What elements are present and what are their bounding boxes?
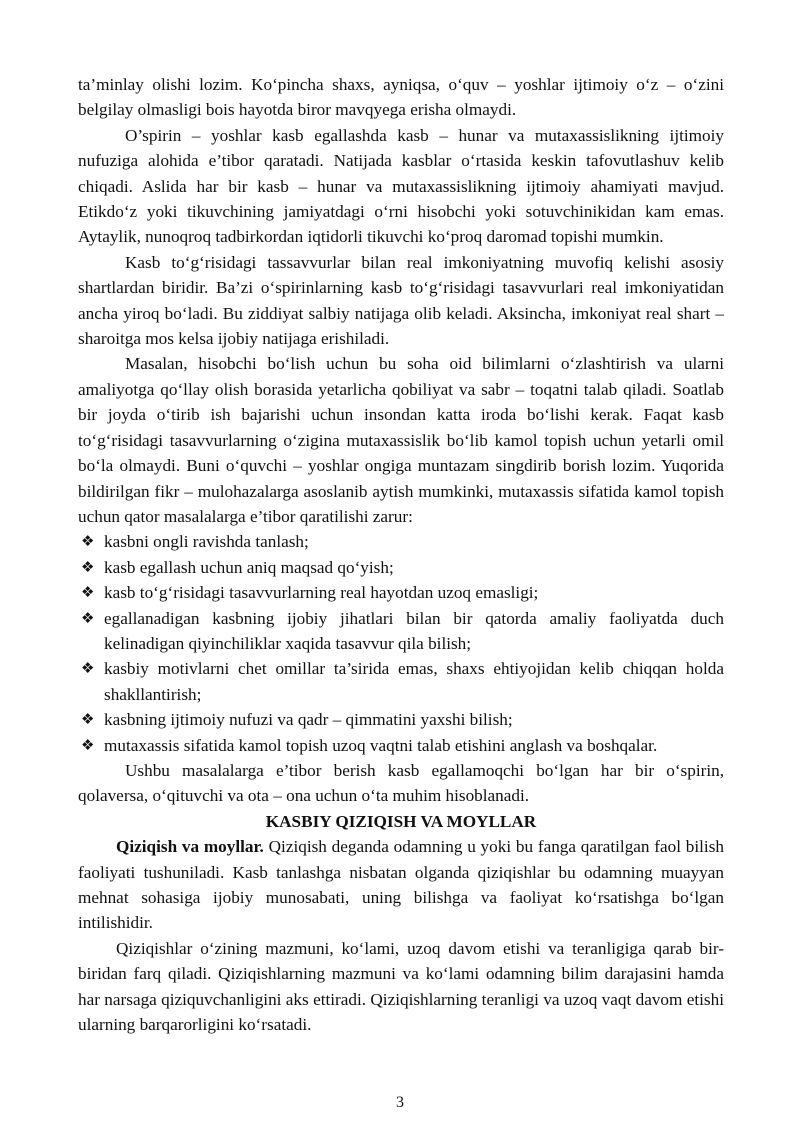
four-diamond-bullet-icon: ❖: [81, 735, 95, 754]
list-item: [78, 555, 724, 580]
section-lead-term: Qiziqish va moyllar.: [116, 837, 264, 857]
four-diamond-bullet-icon: ❖: [81, 557, 95, 576]
list-item: [78, 580, 724, 605]
four-diamond-bullet-icon: ❖: [81, 532, 95, 551]
section-paragraph-1: [78, 834, 724, 936]
list-item-text: kasbni ongli ravishda tanlash;: [104, 532, 309, 552]
four-diamond-bullet-icon: ❖: [81, 659, 95, 678]
list-item: [78, 529, 724, 554]
four-diamond-bullet-icon: ❖: [81, 583, 95, 602]
list-item: [78, 733, 724, 758]
section-lead-text: Qiziqish deganda odamning u yoki bu fanga qaratilgan faol bilish faoliyati tushuniladi. Kasb tanlashga nisbatan olganda qiziqishlar bu odamning muayyan mehnat sohasiga ijobiy munosabati, uning bilishga va faoliyat ko‘rsatishga bo‘lgan intilishidir.: [78, 837, 724, 933]
paragraph-2: O’spirin – yoshlar kasb egallashda kasb – hunar va mutaxassislikning ijtimoiy nufuziga alohida e’tibor qaratadi. Natijada kasblar o‘rtasida keskin tafovutlashuv kelib chiqadi. Aslida har bir kasb – hunar va mutaxassislikning ijtimoiy ahamiyati mavjud. Etikdo‘z yoki tikuvchining jamiyatdagi o‘rni hisobchi yoki sotuvchinikidan kam emas. Aytaylik, nunoqroq tadbirkordan iqtidorli tikuvchi ko‘proq daromad topishi mumkin.: [78, 125, 724, 247]
list-item-text: mutaxassis sifatida kamol topish uzoq vaqtni talab etishini anglash va boshqalar.: [104, 735, 658, 755]
page-number: 3: [396, 1094, 404, 1111]
list-item-text: egallanadigan kasbning ijobiy jihatlari bilan bir qatorda amaliy faoliyatda duch kelinadigan qiyinchiliklar xaqida tasavvur qila bilish;: [104, 608, 724, 653]
four-diamond-bullet-icon: ❖: [81, 608, 95, 627]
section-heading: KASBIY QIZIQISH VA MOYLLAR: [265, 811, 537, 831]
bullet-list: [78, 529, 724, 758]
four-diamond-bullet-icon: ❖: [81, 710, 95, 729]
list-item-text: kasb egallash uchun aniq maqsad qo‘yish;: [104, 557, 394, 577]
list-item-text: kasb to‘g‘risidagi tasavvurlarning real hayotdan uzoq emasligi;: [104, 583, 539, 603]
list-item: [78, 606, 724, 657]
section-paragraph-2: Qiziqishlar o‘zining mazmuni, ko‘lami, uzoq davom etishi va teranligiga qarab bir-biridan farq qiladi. Qiziqishlarning mazmuni va ko‘lami odamning bilim darajasini hamda har narsaga qiziquvchanligini aks ettiradi. Qiziqishlarning teranligi va uzoq vaqt davom etishi ularning barqarorligini ko‘rsatadi.: [78, 938, 724, 1035]
paragraph-4: Masalan, hisobchi bo‘lish uchun bu soha oid bilimlarni o‘zlashtirish va ularni amaliyotga qo‘llay olish borasida yetarlicha qobiliyat va sabr – toqatni talab qiladi. Soatlab bir joyda o‘tirib ish bajarishi uchun insondan katta iroda bo‘lishi kerak. Faqat kasb to‘g‘risidagi tasavvurlarning o‘zigina mutaxassislik bo‘lib kamol topish uchun yetarli omil bo‘la olmaydi. Buni o‘quvchi – yoshlar ongiga muntazam singdirib borish lozim. Yuqorida bildirilgan fikr – mulohazalarga asoslanib aytish mumkinki, mutaxassis sifatida kamol topish uchun qator masalalarga e’tibor qaratilishi zarur:: [78, 354, 724, 526]
list-item-text: kasbning ijtimoiy nufuzi va qadr – qimmatini yaxshi bilish;: [104, 710, 513, 730]
list-item: [78, 707, 724, 732]
document-page: [78, 72, 724, 1037]
list-item: [78, 656, 724, 707]
paragraph-1: ta’minlay olishi lozim. Ko‘pincha shaxs, ayniqsa, o‘quv – yoshlar ijtimoiy o‘z – o‘zini belgilay olmasligi bois hayotda biror mavqyega erisha olmaydi.: [78, 75, 724, 120]
paragraph-3: Kasb to‘g‘risidagi tassavvurlar bilan real imkoniyatning muvofiq kelishi asosiy shartlardan biridir. Ba’zi o‘spirinlarning kasb to‘g‘risidagi tasavvurlari real imkoniyatidan ancha yiroq bo‘ladi. Bu ziddiyat salbiy natijaga olib keladi. Aksincha, imkoniyat real shart – sharoitga mos kelsa ijobiy natijaga erishiladi.: [78, 252, 724, 349]
closing-paragraph: Ushbu masalalarga e’tibor berish kasb egallamoqchi bo‘lgan har bir o‘spirin, qolaversa, o‘qituvchi va ota – ona uchun o‘ta muhim hisoblanadi.: [78, 760, 724, 806]
list-item-text: kasbiy motivlarni chet omillar ta’sirida emas, shaxs ehtiyojidan kelib chiqqan holda shakllantirish;: [104, 659, 724, 704]
